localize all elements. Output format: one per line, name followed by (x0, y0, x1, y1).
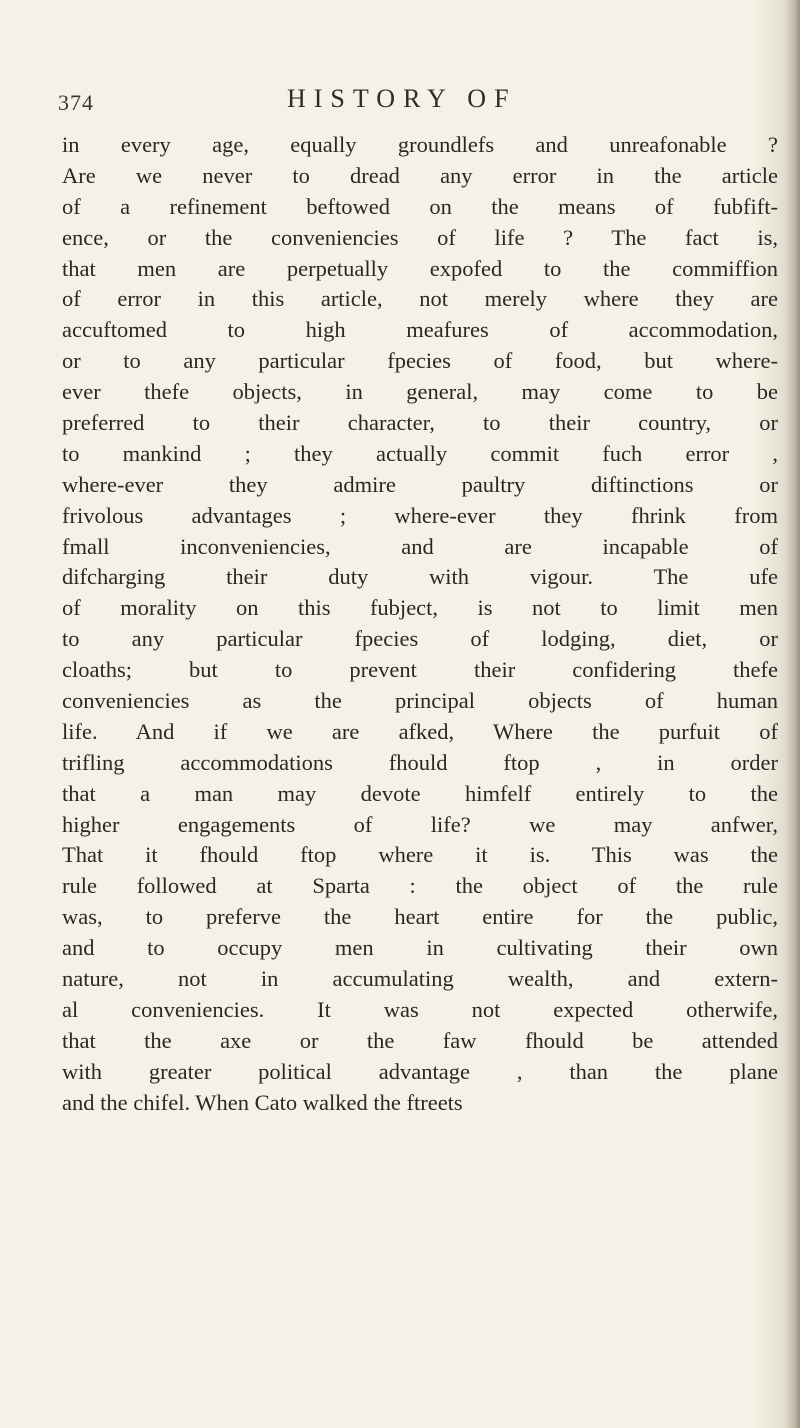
text-line: and the chifel. When Cato walked the ftreets (62, 1089, 463, 1115)
text-line: was, to preferve the heart entire for the public, (62, 904, 778, 930)
text-line: Are we never to dread any error in the article (62, 162, 778, 188)
text-line: al conveniencies. It was not expected otherwife, (62, 996, 778, 1022)
text-line: fmall inconveniencies, and are incapable of (62, 533, 778, 559)
page-edge-shadow (786, 0, 800, 1428)
text-line: That it fhould ftop where it is. This was the (62, 842, 778, 868)
text-line: ever thefe objects, in general, may come to be (62, 379, 778, 405)
text-line: to any particular fpecies of lodging, diet, or (62, 626, 778, 652)
text-line: frivolous advantages ; where-ever they fhrink from (62, 502, 778, 528)
text-line: higher engagements of life? we may anfwer, (62, 811, 778, 837)
text-line: or to any particular fpecies of food, but where- (62, 348, 778, 374)
text-line: that a man may devote himfelf entirely to the (62, 780, 778, 806)
text-line: of a refinement beftowed on the means of fubfift- (62, 193, 778, 219)
text-line: to mankind ; they actually commit fuch error , (62, 440, 778, 466)
text-line: ence, or the conveniencies of life ? The fact is, (62, 224, 778, 250)
text-line: of morality on this fubject, is not to limit men (62, 595, 778, 621)
text-line: of error in this article, not merely where they are (62, 286, 778, 312)
page-header (0, 84, 800, 124)
text-line: in every age, equally groundlefs and unreafonable ? (62, 132, 778, 157)
body-text (62, 130, 778, 1119)
running-head: HISTORY OF (287, 84, 517, 113)
text-line: that men are perpetually expofed to the commiffion (62, 255, 778, 281)
page-number: 374 (58, 90, 94, 115)
text-line: nature, not in accumulating wealth, and extern- (62, 966, 778, 992)
text-line: where-ever they admire paultry diftinctions or (62, 471, 778, 497)
text-line: life. And if we are afked, Where the purfuit of (62, 718, 778, 744)
text-line: difcharging their duty with vigour. The ufe (62, 564, 778, 590)
text-line: conveniencies as the principal objects of human (62, 688, 778, 714)
text-line: accuftomed to high meafures of accommodation, (62, 317, 778, 343)
text-line: that the axe or the faw fhould be attended (62, 1027, 778, 1053)
text-line: with greater political advantage , than the plane (62, 1058, 778, 1084)
text-line: rule followed at Sparta : the object of the rule (62, 873, 778, 899)
text-line: trifling accommodations fhould ftop , in order (62, 749, 778, 775)
text-line: preferred to their character, to their country, or (62, 410, 778, 436)
text-line: and to occupy men in cultivating their own (62, 935, 778, 961)
text-line: cloaths; but to prevent their confidering thefe (62, 657, 778, 683)
